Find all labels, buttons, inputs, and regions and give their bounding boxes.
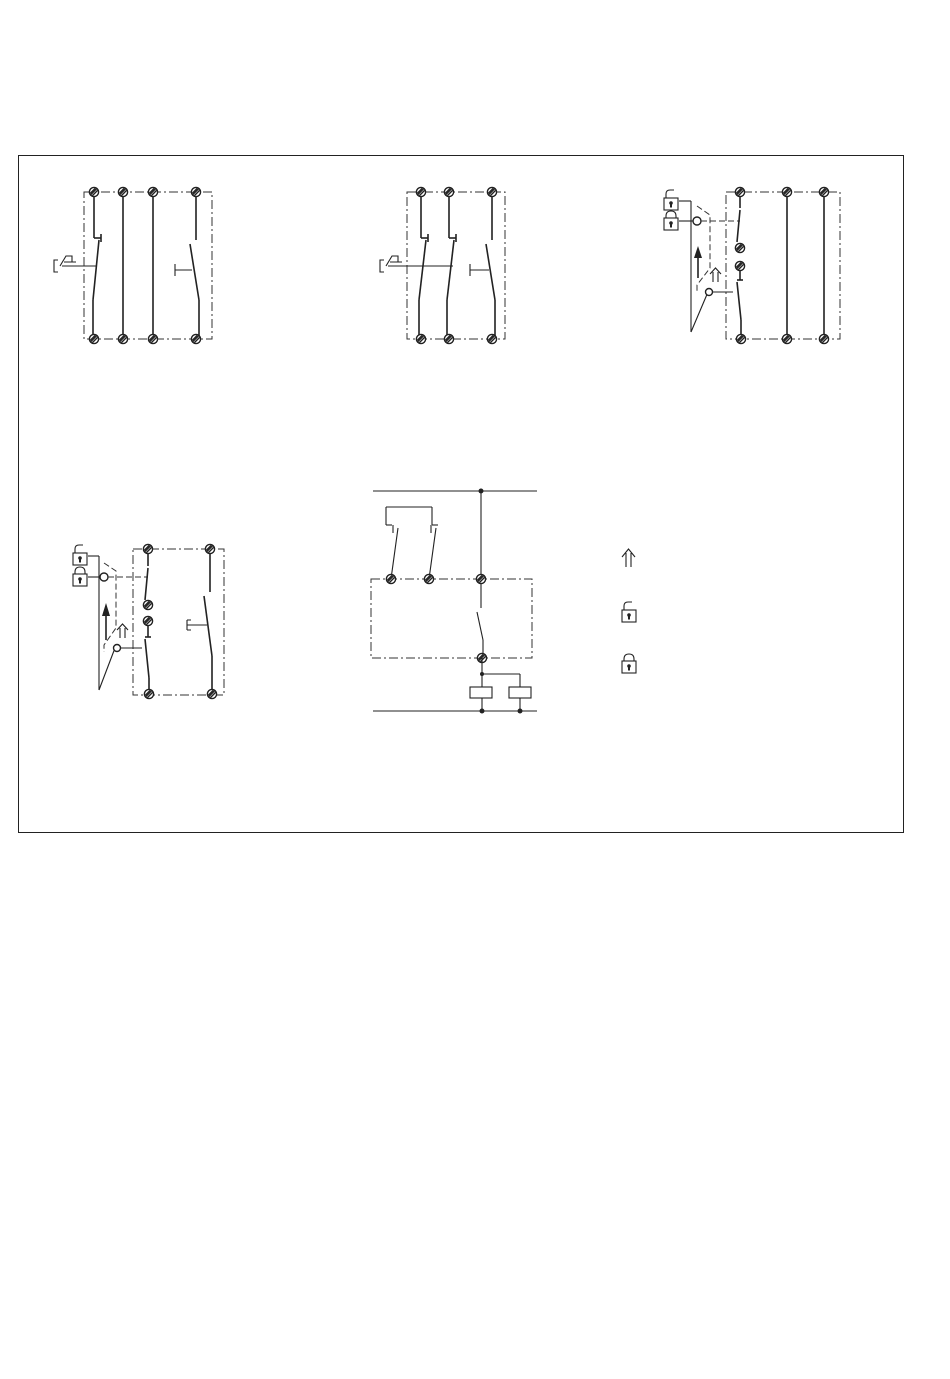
padlock-open-icon [664,190,678,210]
padlock-open-icon [622,602,636,622]
padlock-closed-icon [73,567,87,586]
relay-coil-1 [470,687,492,698]
contact-block-1 [54,187,212,343]
padlock-closed-icon [664,211,678,230]
contact-block-2 [380,187,505,343]
padlock-open-icon [73,545,87,565]
relay-coil-2 [509,687,531,698]
padlock-closed-icon [622,654,636,673]
contact-block-4 [73,544,224,698]
double-arrow-up-icon [622,549,635,567]
legend [622,549,636,673]
wiring-example [371,489,537,714]
contact-block-3 [664,187,840,343]
